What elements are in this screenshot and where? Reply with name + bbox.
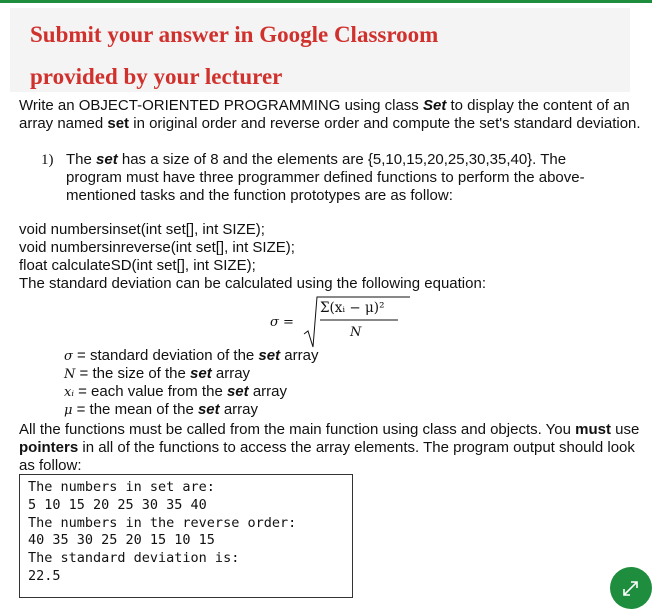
legend-n: N = the size of the set array bbox=[64, 365, 251, 382]
expand-button[interactable] bbox=[610, 567, 652, 609]
output-line: 40 35 30 25 20 15 10 15 bbox=[28, 532, 215, 549]
prototype-calculatesd: float calculateSD(int set[], int SIZE); bbox=[19, 257, 256, 274]
standard-deviation-formula bbox=[270, 293, 410, 349]
program-output-box bbox=[19, 474, 353, 598]
prototype-numbersinset: void numbersinset(int set[], int SIZE); bbox=[19, 221, 265, 238]
output-line: The numbers in the reverse order: bbox=[28, 514, 297, 531]
formula-lhs: σ = bbox=[270, 315, 294, 330]
banner-title-line-2: provided by your lecturer bbox=[30, 64, 283, 89]
output-line: The numbers in set are: bbox=[28, 479, 215, 495]
top-accent-rule bbox=[0, 0, 652, 3]
legend-xi: xᵢ = each value from the set array bbox=[64, 383, 287, 400]
formula-denominator: N bbox=[350, 325, 362, 340]
list-item-text: The set has a size of 8 and the elements are {5,10,15,20,25,30,35,40}. The program must have three programmer defined functions to perform the above-mentioned tasks and the function prototypes are as follow: bbox=[66, 151, 585, 204]
intro-paragraph: Write an OBJECT-ORIENTED PROGRAMMING using class Set to display the content of an array named set in original order and reverse order and compute the set's standard deviation. bbox=[19, 97, 641, 132]
expand-icon bbox=[610, 567, 652, 609]
formula-numerator: Σ(xᵢ − μ)² bbox=[320, 300, 385, 316]
banner-title-line-1: Submit your answer in Google Classroom bbox=[30, 22, 439, 47]
output-line: The standard deviation is: bbox=[28, 550, 240, 567]
sd-equation-intro: The standard deviation can be calculated using the following equation: bbox=[19, 275, 486, 292]
output-line: 5 10 15 20 25 30 35 40 bbox=[28, 496, 207, 513]
closing-paragraph: All the functions must be called from the main function using class and objects. You must use pointers in all of the functions to access the array elements. The program output should look as follow: bbox=[19, 421, 640, 474]
legend-sigma: σ = standard deviation of the set array bbox=[64, 347, 319, 364]
prototype-numbersinreverse: void numbersinreverse(int set[], int SIZE); bbox=[19, 239, 295, 256]
list-number: 1) bbox=[41, 152, 54, 168]
submission-banner bbox=[10, 8, 630, 92]
output-line: 22.5 bbox=[28, 567, 61, 584]
legend-mu: μ = the mean of the set array bbox=[64, 401, 258, 418]
